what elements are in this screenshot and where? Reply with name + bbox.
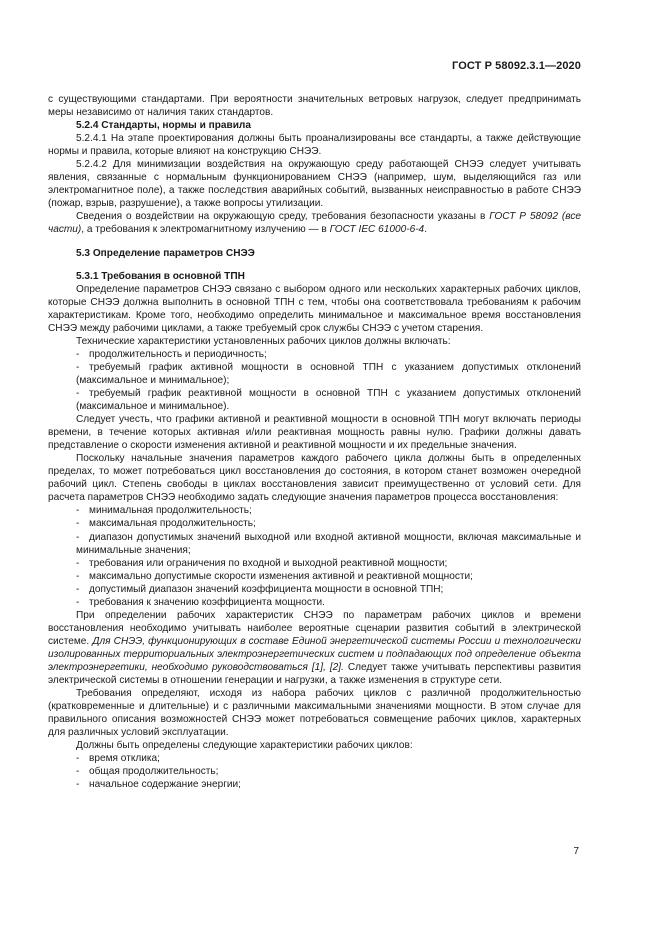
paragraph-5-3-1-7: Должны быть определены следующие характеристики рабочих циклов: xyxy=(76,740,413,752)
references-text-c: , а требования к электромагнитному излучению — в xyxy=(81,224,330,236)
references-paragraph xyxy=(48,210,581,236)
paragraph-5-3-1-5: При определении рабочих характеристик СНЭЭ по параметрам рабочих циклов и времени восстановления необходимо учитывать наиболее вероятные сценарии развития событий в электрической системе. Для СНЭЭ, функционирующих в составе Единой энергетической системы России и технологически изолированных территориальных электроэнергетических систем и подпадающих под определение объекта электроэнергетики, необходимо руководствоваться [1], [2]. Следует также учитывать перспективы развития электрической системы в отношении генерации и нагрузки, а также изменения в структуре сети. xyxy=(48,609,582,687)
paragraph-5-2-4-1: 5.2.4.1 На этапе проектирования должны быть проанализированы все стандарты, а также действующие нормы и правила, которые влияют на конструкцию СНЭЭ. xyxy=(48,133,581,158)
document-code-header: ГОСТ Р 58092.3.1—2020 xyxy=(452,60,581,72)
paragraph-5-3-1-1: Определение параметров СНЭЭ связано с выбором одного или нескольких характерных рабочих циклов, которые СНЭЭ должна выполнить в основной ТПН с тем, чтобы она соответствовала требованиям к рабочим характеристикам. Кроме того, необходимо определить минимальное и максимальное время восстановления СНЭЭ между рабочими циклами, а также требуемый срок службы СНЭЭ с учетом старения. xyxy=(48,283,581,334)
subsection-heading-5-2-4: 5.2.4 Стандарты, нормы и правила xyxy=(76,120,251,132)
list-item: - требуемый график активной мощности в основной ТПН с указанием допустимых отклонений (максимальное и минимальное); xyxy=(76,361,581,386)
references-text-e: . xyxy=(424,224,427,236)
list-item: - допустимый диапазон значений коэффициента мощности в основной ТПН; xyxy=(76,583,444,595)
paragraph-5-3-1-2: Технические характеристики установленных рабочих циклов должны включать: xyxy=(76,335,451,347)
document-body xyxy=(48,93,581,791)
paragraph-5-3-1-3: Следует учесть, что графики активной и реактивной мощности в основной ТПН могут включать периоды времени, в течение которых активная и/или реактивная мощность равны нулю. Графики должны давать представление о скорости изменения активной и реактивной мощности и их предельные значения. xyxy=(48,414,581,452)
reference-gost-iec-61000: ГОСТ IEC 61000-6-4 xyxy=(329,224,425,236)
list-item: - продолжительность и периодичность; xyxy=(76,348,267,360)
list-item: - начальное содержание энергии; xyxy=(76,779,241,791)
list-item: - минимальная продолжительность; xyxy=(76,505,252,517)
references-text-a: Сведения о воздействии на окружающую среду, требования безопасности указаны в xyxy=(76,211,490,223)
list-item: - время отклика; xyxy=(76,753,160,765)
list-item: - требования к значению коэффициента мощности. xyxy=(76,596,325,608)
subsection-heading-5-3-1: 5.3.1 Требования в основной ТПН xyxy=(76,270,245,282)
list-item: - требуемый график реактивной мощности в основной ТПН с указанием допустимых отклонений (максимальное и минимальное). xyxy=(76,387,581,413)
list-item: - требования или ограничения по входной и выходной реактивной мощности; xyxy=(76,557,448,569)
paragraph-5-3-1-6: Требования определяют, исходя из набора рабочих циклов с различной продолжительностью (кратковременные и длительные) и с различными максимальными значениями мощности. В этом случае для правильного описания возможностей СНЭЭ может потребоваться совмещение рабочих циклов, характерных для различных условий эксплуатации. xyxy=(48,688,581,739)
list-item: - максимально допустимые скорости изменения активной и реактивной мощности; xyxy=(76,570,473,582)
page-number: 7 xyxy=(573,846,579,857)
intro-paragraph: с существующими стандартами. При вероятности значительных ветровых нагрузок, следует предпринимать меры независимо от наличия таких стандартов. xyxy=(48,94,581,119)
section-heading-5-3: 5.3 Определение параметров СНЭЭ xyxy=(76,247,255,259)
paragraph-5-3-1-4: Поскольку начальные значения параметров каждого рабочего цикла должны быть в определенных пределах, то может потребоваться цикл восстановления до состояния, в котором станет возможен очередной рабочий цикл. Степень свободы в циклах восстановления зависит преимущественно от условий сети. Для расчета параметров СНЭЭ необходимо задать следующие значения параметров процесса восстановления: xyxy=(48,453,581,504)
list-item: - максимальная продолжительность; xyxy=(76,518,256,530)
list-item: - общая продолжительность; xyxy=(76,766,219,778)
list-item: - диапазон допустимых значений выходной или входной активной мощности, включая максимальные и минимальные значения; xyxy=(76,531,581,556)
reference-gost-58092: ГОСТ Р 58092 (все части) xyxy=(48,211,581,236)
paragraph-5-2-4-2: 5.2.4.2 Для минимизации воздействия на окружающую среду работающей СНЭЭ следует учитывать явления, связанные с нормальным функционированием СНЭЭ (например, шум, выделяющийся газ или электромагнитное поле), а также последствия аварийных событий, вызванных неисправностью в работе СНЭЭ (пожар, взрыв, разрушение), а также вопросы утилизации. xyxy=(48,159,581,210)
